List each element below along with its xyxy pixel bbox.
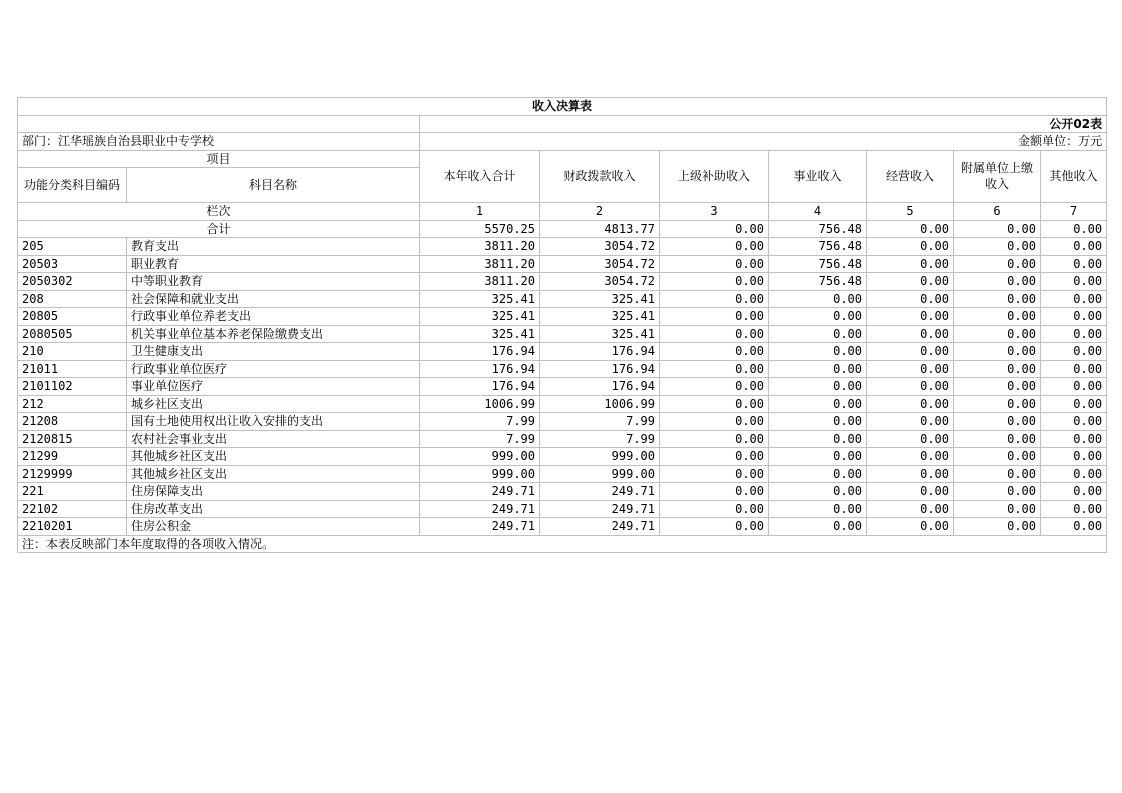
amount-cell: 325.41 (420, 290, 540, 308)
subject-name: 住房保障支出 (127, 483, 420, 501)
amount-cell: 0.00 (1041, 360, 1107, 378)
amount-cell: 0.00 (1041, 483, 1107, 501)
form-code: 公开02表 (420, 115, 1107, 133)
amount-cell: 7.99 (420, 413, 540, 431)
subject-code: 205 (18, 238, 127, 256)
amount-cell: 0.00 (867, 273, 954, 291)
amount-cell: 249.71 (420, 518, 540, 536)
amount-cell: 0.00 (660, 343, 769, 361)
subject-name: 事业单位医疗 (127, 378, 420, 396)
amount-cell: 0.00 (769, 360, 867, 378)
amount-cell: 0.00 (954, 378, 1041, 396)
amount-cell: 0.00 (769, 395, 867, 413)
amount-cell: 0.00 (660, 430, 769, 448)
amount-cell: 0.00 (954, 238, 1041, 256)
total-value: 4813.77 (540, 220, 660, 238)
table-row (18, 255, 1107, 273)
amount-cell: 0.00 (660, 238, 769, 256)
table-row (18, 395, 1107, 413)
table-row (18, 290, 1107, 308)
amount-cell: 3054.72 (540, 273, 660, 291)
amount-cell: 0.00 (1041, 465, 1107, 483)
amount-cell: 756.48 (769, 255, 867, 273)
amount-cell: 0.00 (954, 483, 1041, 501)
amount-cell: 0.00 (1041, 395, 1107, 413)
amount-cell: 0.00 (867, 500, 954, 518)
amount-cell: 0.00 (769, 500, 867, 518)
amount-cell: 176.94 (540, 360, 660, 378)
total-label: 合计 (18, 220, 420, 238)
amount-cell: 0.00 (867, 238, 954, 256)
table-row (18, 500, 1107, 518)
index-num: 3 (660, 203, 769, 221)
amount-cell: 0.00 (954, 465, 1041, 483)
amount-cell: 0.00 (867, 483, 954, 501)
amount-cell: 0.00 (660, 378, 769, 396)
table-row (18, 378, 1107, 396)
amount-cell: 0.00 (867, 360, 954, 378)
amount-cell: 0.00 (867, 343, 954, 361)
table-note: 注：本表反映部门本年度取得的各项收入情况。 (18, 535, 1107, 553)
amount-cell: 3054.72 (540, 238, 660, 256)
index-num: 7 (1041, 203, 1107, 221)
amount-cell: 249.71 (540, 483, 660, 501)
amount-cell: 176.94 (420, 378, 540, 396)
amount-cell: 0.00 (1041, 290, 1107, 308)
total-value: 0.00 (867, 220, 954, 238)
total-row (18, 220, 1107, 238)
name-header: 科目名称 (127, 168, 420, 203)
amount-cell: 7.99 (540, 430, 660, 448)
amount-cell: 0.00 (954, 413, 1041, 431)
amount-cell: 0.00 (867, 465, 954, 483)
amount-cell: 0.00 (867, 448, 954, 466)
amount-cell: 0.00 (1041, 308, 1107, 326)
department-label: 部门：江华瑶族自治县职业中专学校 (18, 133, 420, 151)
col3-header: 上级补助收入 (660, 150, 769, 203)
total-value: 5570.25 (420, 220, 540, 238)
table-row (18, 238, 1107, 256)
amount-cell: 0.00 (769, 290, 867, 308)
amount-cell: 0.00 (660, 255, 769, 273)
col2-header: 财政拨款收入 (540, 150, 660, 203)
department-row (18, 133, 1107, 151)
subject-code: 21299 (18, 448, 127, 466)
table-row (18, 483, 1107, 501)
amount-cell: 0.00 (1041, 238, 1107, 256)
subject-code: 212 (18, 395, 127, 413)
amount-cell: 0.00 (867, 413, 954, 431)
amount-cell: 0.00 (867, 430, 954, 448)
amount-cell: 176.94 (420, 360, 540, 378)
subject-code: 2050302 (18, 273, 127, 291)
amount-cell: 0.00 (954, 448, 1041, 466)
amount-cell: 0.00 (867, 290, 954, 308)
amount-cell: 0.00 (954, 360, 1041, 378)
subject-name: 其他城乡社区支出 (127, 465, 420, 483)
index-num: 1 (420, 203, 540, 221)
subject-code: 20805 (18, 308, 127, 326)
subject-name: 社会保障和就业支出 (127, 290, 420, 308)
index-row (18, 203, 1107, 221)
amount-cell: 0.00 (954, 395, 1041, 413)
table-row (18, 465, 1107, 483)
subject-name: 卫生健康支出 (127, 343, 420, 361)
amount-cell: 0.00 (660, 273, 769, 291)
amount-cell: 176.94 (420, 343, 540, 361)
amount-cell: 999.00 (420, 465, 540, 483)
table-row (18, 273, 1107, 291)
subject-code: 21011 (18, 360, 127, 378)
amount-cell: 176.94 (540, 378, 660, 396)
amount-cell: 999.00 (420, 448, 540, 466)
subject-name: 教育支出 (127, 238, 420, 256)
table-row (18, 448, 1107, 466)
col5-header: 经营收入 (867, 150, 954, 203)
amount-cell: 0.00 (1041, 518, 1107, 536)
amount-cell: 0.00 (867, 518, 954, 536)
subject-code: 208 (18, 290, 127, 308)
amount-cell: 0.00 (660, 360, 769, 378)
amount-cell: 999.00 (540, 448, 660, 466)
table-row (18, 360, 1107, 378)
subject-code: 221 (18, 483, 127, 501)
amount-cell: 0.00 (867, 325, 954, 343)
amount-cell: 325.41 (540, 290, 660, 308)
amount-cell: 3811.20 (420, 273, 540, 291)
amount-cell: 176.94 (540, 343, 660, 361)
subject-code: 22102 (18, 500, 127, 518)
amount-cell: 0.00 (954, 518, 1041, 536)
amount-cell: 0.00 (1041, 343, 1107, 361)
subject-name: 农村社会事业支出 (127, 430, 420, 448)
amount-cell: 249.71 (540, 518, 660, 536)
total-value: 0.00 (1041, 220, 1107, 238)
amount-cell: 0.00 (954, 290, 1041, 308)
subject-name: 行政事业单位养老支出 (127, 308, 420, 326)
amount-cell: 249.71 (540, 500, 660, 518)
subject-name: 机关事业单位基本养老保险缴费支出 (127, 325, 420, 343)
table-row (18, 343, 1107, 361)
amount-cell: 0.00 (954, 308, 1041, 326)
amount-cell: 0.00 (1041, 500, 1107, 518)
subject-name: 住房公积金 (127, 518, 420, 536)
amount-cell: 0.00 (954, 343, 1041, 361)
table-row (18, 325, 1107, 343)
item-header: 项目 (18, 150, 420, 168)
amount-cell: 0.00 (954, 430, 1041, 448)
amount-cell: 0.00 (769, 483, 867, 501)
index-num: 6 (954, 203, 1041, 221)
amount-cell: 325.41 (540, 308, 660, 326)
table-row (18, 430, 1107, 448)
amount-cell: 0.00 (660, 413, 769, 431)
amount-cell: 0.00 (660, 500, 769, 518)
col6-header: 附属单位上缴收入 (954, 150, 1041, 203)
amount-cell: 756.48 (769, 238, 867, 256)
table-title: 收入决算表 (18, 98, 1107, 116)
table-row (18, 518, 1107, 536)
header-row-1 (18, 150, 1107, 168)
unit-label: 金额单位：万元 (420, 133, 1107, 151)
col7-header: 其他收入 (1041, 150, 1107, 203)
amount-cell: 0.00 (954, 273, 1041, 291)
amount-cell: 0.00 (660, 465, 769, 483)
amount-cell: 0.00 (769, 413, 867, 431)
index-label: 栏次 (18, 203, 420, 221)
amount-cell: 0.00 (1041, 413, 1107, 431)
amount-cell: 0.00 (769, 430, 867, 448)
amount-cell: 7.99 (540, 413, 660, 431)
col4-header: 事业收入 (769, 150, 867, 203)
subject-name: 中等职业教育 (127, 273, 420, 291)
subject-code: 210 (18, 343, 127, 361)
subject-name: 职业教育 (127, 255, 420, 273)
col1-header: 本年收入合计 (420, 150, 540, 203)
table-row (18, 413, 1107, 431)
amount-cell: 0.00 (867, 308, 954, 326)
note-row (18, 535, 1107, 553)
income-statement-table (17, 97, 1107, 553)
amount-cell: 3811.20 (420, 255, 540, 273)
subject-code: 2080505 (18, 325, 127, 343)
amount-cell: 0.00 (867, 378, 954, 396)
subject-code: 2210201 (18, 518, 127, 536)
amount-cell: 0.00 (954, 500, 1041, 518)
amount-cell: 0.00 (769, 343, 867, 361)
subject-code: 2129999 (18, 465, 127, 483)
amount-cell: 0.00 (1041, 255, 1107, 273)
code-header: 功能分类科目编码 (18, 168, 127, 203)
amount-cell: 1006.99 (420, 395, 540, 413)
table-row (18, 308, 1107, 326)
index-num: 2 (540, 203, 660, 221)
amount-cell: 0.00 (769, 308, 867, 326)
amount-cell: 756.48 (769, 273, 867, 291)
subject-name: 其他城乡社区支出 (127, 448, 420, 466)
amount-cell: 0.00 (660, 518, 769, 536)
amount-cell: 0.00 (660, 308, 769, 326)
title-row (18, 98, 1107, 116)
amount-cell: 0.00 (769, 378, 867, 396)
index-num: 5 (867, 203, 954, 221)
amount-cell: 0.00 (1041, 430, 1107, 448)
subject-code: 20503 (18, 255, 127, 273)
amount-cell: 325.41 (540, 325, 660, 343)
form-code-row (18, 115, 1107, 133)
amount-cell: 0.00 (660, 290, 769, 308)
amount-cell: 0.00 (867, 395, 954, 413)
amount-cell: 0.00 (769, 448, 867, 466)
amount-cell: 7.99 (420, 430, 540, 448)
amount-cell: 0.00 (769, 465, 867, 483)
index-num: 4 (769, 203, 867, 221)
amount-cell: 0.00 (867, 255, 954, 273)
total-value: 0.00 (954, 220, 1041, 238)
amount-cell: 0.00 (769, 518, 867, 536)
amount-cell: 0.00 (660, 483, 769, 501)
amount-cell: 999.00 (540, 465, 660, 483)
amount-cell: 0.00 (1041, 325, 1107, 343)
amount-cell: 3054.72 (540, 255, 660, 273)
subject-code: 21208 (18, 413, 127, 431)
subject-name: 行政事业单位医疗 (127, 360, 420, 378)
amount-cell: 0.00 (660, 395, 769, 413)
total-value: 0.00 (660, 220, 769, 238)
amount-cell: 0.00 (954, 255, 1041, 273)
subject-name: 城乡社区支出 (127, 395, 420, 413)
subject-code: 2120815 (18, 430, 127, 448)
amount-cell: 249.71 (420, 500, 540, 518)
amount-cell: 3811.20 (420, 238, 540, 256)
amount-cell: 0.00 (1041, 448, 1107, 466)
amount-cell: 1006.99 (540, 395, 660, 413)
amount-cell: 0.00 (660, 325, 769, 343)
amount-cell: 0.00 (660, 448, 769, 466)
amount-cell: 0.00 (954, 325, 1041, 343)
amount-cell: 0.00 (769, 325, 867, 343)
total-value: 756.48 (769, 220, 867, 238)
subject-name: 国有土地使用权出让收入安排的支出 (127, 413, 420, 431)
amount-cell: 0.00 (1041, 273, 1107, 291)
amount-cell: 325.41 (420, 325, 540, 343)
amount-cell: 0.00 (1041, 378, 1107, 396)
amount-cell: 325.41 (420, 308, 540, 326)
subject-name: 住房改革支出 (127, 500, 420, 518)
subject-code: 2101102 (18, 378, 127, 396)
amount-cell: 249.71 (420, 483, 540, 501)
